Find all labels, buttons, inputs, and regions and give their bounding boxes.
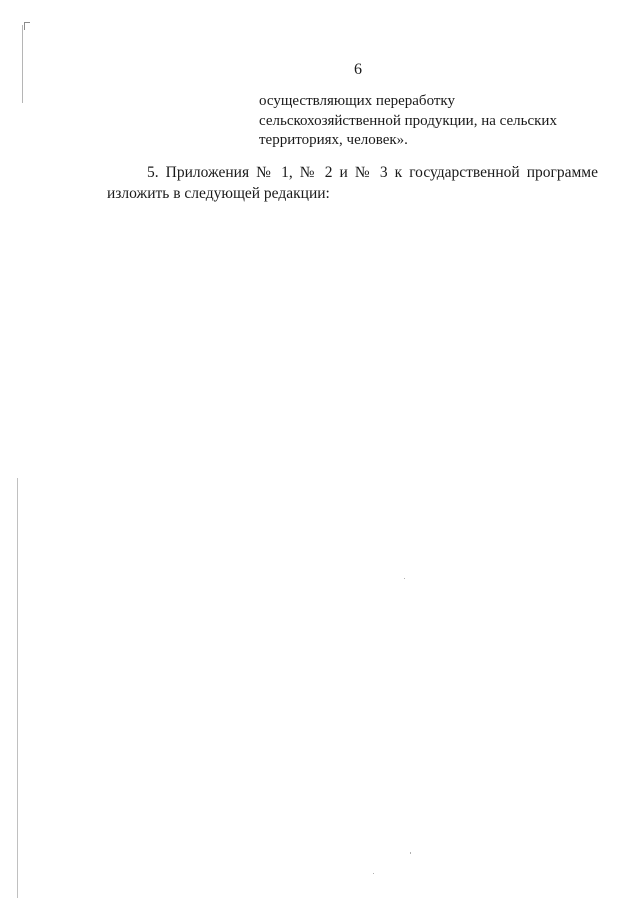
continuation-text xyxy=(259,92,599,151)
continuation-line: осуществляющих переработку xyxy=(259,93,455,109)
scan-speck xyxy=(410,852,411,854)
continuation-line: территориях, человек». xyxy=(259,132,408,148)
page-number: 6 xyxy=(354,61,362,78)
paragraph-5-line: 5. Приложения № 1, № 2 и № 3 к государственной программе xyxy=(147,164,598,181)
scan-edge-mark xyxy=(17,478,18,898)
scan-speck xyxy=(404,578,405,579)
paragraph-5-line: изложить в следующей редакции: xyxy=(107,185,330,202)
scan-speck xyxy=(373,873,374,874)
scan-corner-mark xyxy=(24,22,30,23)
scan-corner-mark xyxy=(24,22,25,30)
paragraph-5 xyxy=(107,162,598,204)
continuation-line: сельскохозяйственной продукции, на сельских xyxy=(259,112,557,129)
